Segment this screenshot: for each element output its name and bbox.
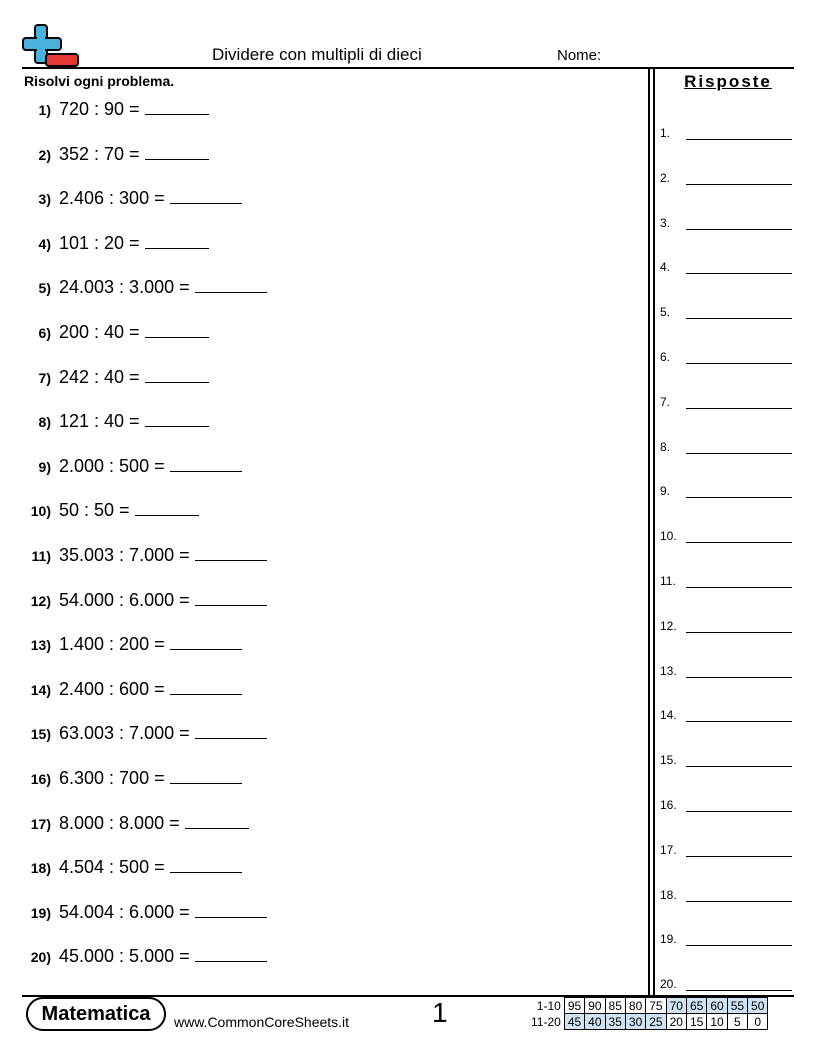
problem-number: 2): [38, 146, 51, 163]
answer-blank[interactable]: [145, 97, 209, 115]
problem-expression: 63.003 : 7.000 =: [59, 723, 190, 744]
answer-key-line[interactable]: [686, 484, 792, 498]
score-cell: 15: [686, 1014, 706, 1030]
problem-item: [24, 944, 267, 974]
answer-key-number: 17.: [660, 842, 677, 857]
problem-expression: 45.000 : 5.000 =: [59, 946, 190, 967]
problem-number: 11): [31, 548, 51, 564]
score-cell: 20: [666, 1014, 686, 1030]
problem-number: 1): [38, 102, 51, 118]
answer-key-number: 16.: [660, 798, 677, 812]
answer-blank[interactable]: [195, 900, 267, 918]
score-cell: 25: [646, 1014, 666, 1030]
answer-blank[interactable]: [170, 766, 242, 784]
answer-key-number: 7.: [660, 394, 671, 409]
answer-blank[interactable]: [135, 498, 199, 516]
answer-key-line[interactable]: [686, 350, 792, 364]
problem-number: 10): [30, 503, 51, 520]
score-row: [528, 998, 768, 1014]
answer-key-item: [660, 344, 792, 364]
problem-expression: 2.000 : 500 =: [59, 455, 165, 476]
answer-key-line[interactable]: [686, 977, 792, 991]
answer-blank[interactable]: [145, 409, 209, 427]
problem-item: [24, 186, 242, 216]
problem-number: 5): [38, 280, 51, 297]
problem-item: [24, 588, 267, 618]
score-cell: 95: [564, 998, 584, 1014]
problem-item: [24, 142, 209, 172]
problem-item: [24, 275, 267, 305]
problem-number: 7): [38, 369, 51, 386]
answer-key-line[interactable]: [686, 664, 792, 678]
problem-expression: 8.000 : 8.000 =: [59, 812, 180, 833]
problem-expression: 242 : 40 =: [59, 366, 140, 387]
problem-item: [24, 632, 242, 662]
answer-key-item: [660, 971, 792, 991]
score-cell: 60: [707, 998, 727, 1014]
answer-key-number: 2.: [660, 170, 671, 185]
answer-key-item: [660, 434, 792, 454]
answer-key-item: [660, 702, 792, 722]
score-row: [528, 1014, 768, 1030]
answer-key-number: 4.: [660, 260, 671, 275]
answer-key-item: [660, 120, 792, 140]
score-cell: 70: [666, 998, 686, 1014]
worksheet-title: Dividere con multipli di dieci: [212, 45, 422, 64]
problem-number: 3): [38, 191, 51, 208]
answer-blank[interactable]: [170, 454, 242, 472]
answer-blank[interactable]: [145, 142, 209, 160]
problem-item: [24, 677, 242, 707]
answer-key-line[interactable]: [686, 708, 792, 722]
answer-key-line[interactable]: [686, 574, 792, 588]
score-cell: 90: [585, 998, 605, 1014]
answer-blank[interactable]: [195, 944, 267, 962]
column-divider: [648, 67, 650, 996]
problem-item: [24, 454, 242, 484]
answer-blank[interactable]: [170, 677, 242, 695]
problem-number: 16): [30, 771, 51, 787]
answer-key-line[interactable]: [686, 888, 792, 902]
answer-key-number: 19.: [660, 932, 677, 947]
answer-key-number: 18.: [660, 887, 677, 902]
problem-expression: 54.004 : 6.000 =: [59, 901, 190, 922]
answer-key-number: 11.: [660, 574, 676, 588]
answers-title: Risposte: [684, 72, 772, 91]
answer-key-item: [660, 792, 792, 812]
answer-key-number: 12.: [660, 618, 677, 633]
answer-key-number: 13.: [660, 663, 677, 678]
problem-number: 20): [30, 949, 51, 966]
score-cell: 65: [686, 998, 706, 1014]
answer-key-item: [660, 837, 792, 857]
problem-expression: 1.400 : 200 =: [59, 634, 165, 655]
score-cell: 40: [585, 1014, 605, 1030]
problem-expression: 720 : 90 =: [59, 99, 140, 119]
problem-number: 18): [30, 860, 51, 877]
score-cell: 85: [605, 998, 625, 1014]
problem-number: 9): [38, 458, 51, 475]
problem-item: [24, 811, 249, 841]
score-cell: 75: [646, 998, 666, 1014]
problem-number: 4): [38, 235, 51, 252]
website-link[interactable]: www.CommonCoreSheets.it: [174, 1014, 350, 1030]
answer-key-line[interactable]: [686, 395, 792, 409]
answer-blank[interactable]: [145, 231, 209, 249]
problem-expression: 24.003 : 3.000 =: [59, 277, 190, 298]
problem-item: [24, 320, 209, 350]
problem-number: 8): [38, 414, 51, 431]
answer-key-line[interactable]: [686, 126, 792, 140]
problem-expression: 50 : 50 =: [59, 500, 130, 521]
score-cell: 35: [605, 1014, 625, 1030]
problem-expression: 121 : 40 =: [59, 411, 140, 432]
answer-key-item: [660, 523, 792, 543]
score-table: [528, 997, 768, 1030]
problem-expression: 101 : 20 =: [59, 232, 140, 253]
answer-key-number: 8.: [660, 439, 671, 454]
problem-item: [24, 409, 209, 439]
problem-number: 15): [30, 726, 51, 743]
problem-item: [24, 498, 199, 528]
column-divider: [653, 67, 655, 996]
answer-blank[interactable]: [145, 320, 209, 338]
answer-key-item: [660, 299, 792, 319]
answer-key-line[interactable]: [686, 619, 792, 633]
instructions: Risolvi ogni problema.: [24, 73, 175, 89]
score-cell: 50: [748, 998, 768, 1014]
plus-minus-logo-icon: [22, 24, 80, 68]
answer-key-line[interactable]: [686, 753, 792, 767]
answer-key-number: 1.: [660, 126, 671, 140]
problem-expression: 6.300 : 700 =: [59, 768, 165, 788]
score-row-label: 1-10: [536, 998, 561, 1013]
score-cell: 5: [727, 1014, 747, 1030]
score-cell: 55: [727, 998, 747, 1014]
problem-expression: 54.000 : 6.000 =: [59, 589, 190, 610]
answer-key-number: 5.: [660, 305, 671, 320]
answer-key-number: 6.: [660, 350, 671, 364]
problem-expression: 4.504 : 500 =: [59, 857, 165, 878]
problem-item: [24, 231, 209, 261]
brand-badge: Matematica: [26, 997, 166, 1031]
answer-key-number: 3.: [660, 215, 671, 230]
answer-key-line[interactable]: [686, 529, 792, 543]
score-cell: 10: [707, 1014, 727, 1030]
answer-key-line[interactable]: [686, 798, 792, 812]
problem-expression: 35.003 : 7.000 =: [59, 545, 190, 565]
answer-key-item: [660, 165, 792, 185]
answer-key-item: [660, 210, 792, 230]
problem-number: 12): [30, 592, 51, 609]
answer-blank[interactable]: [195, 275, 267, 293]
answer-key-line[interactable]: [686, 843, 792, 857]
problem-expression: 200 : 40 =: [59, 322, 140, 342]
answer-key-line[interactable]: [686, 216, 792, 230]
answer-key-line[interactable]: [686, 305, 792, 319]
answer-key-number: 15.: [660, 753, 677, 768]
answer-blank[interactable]: [170, 186, 242, 204]
answer-blank[interactable]: [195, 543, 267, 561]
answer-key-item: [660, 747, 792, 767]
answer-blank[interactable]: [170, 855, 242, 873]
answer-blank[interactable]: [185, 811, 249, 829]
answer-key-item: [660, 254, 792, 274]
problem-number: 6): [38, 325, 51, 341]
answer-key-item: [660, 613, 792, 633]
problem-item: [24, 721, 267, 751]
answer-blank[interactable]: [195, 588, 267, 606]
problem-number: 14): [30, 681, 51, 698]
problem-expression: 2.406 : 300 =: [59, 188, 165, 209]
name-label: Nome:: [557, 47, 602, 64]
problem-number: 13): [30, 637, 51, 654]
answer-blank[interactable]: [170, 632, 242, 650]
answer-key-line[interactable]: [686, 932, 792, 946]
score-cell: 0: [748, 1014, 768, 1030]
answer-key-item: [660, 926, 792, 946]
answer-key-number: 20.: [660, 977, 677, 992]
problem-item: [24, 900, 267, 930]
score-cell: 80: [625, 998, 645, 1014]
header-rule: [22, 67, 794, 69]
problem-number: 19): [30, 904, 51, 921]
answer-key-line[interactable]: [686, 260, 792, 274]
answer-key-item: [660, 478, 792, 498]
answer-key-item: [660, 882, 792, 902]
answer-key-item: [660, 568, 792, 588]
score-cell: 45: [564, 1014, 584, 1030]
answer-blank[interactable]: [195, 721, 267, 739]
problem-item: [24, 855, 242, 885]
answer-key-number: 10.: [660, 529, 677, 544]
answer-key-line[interactable]: [686, 440, 792, 454]
problem-item: [24, 365, 209, 395]
answer-key-line[interactable]: [686, 171, 792, 185]
answer-blank[interactable]: [145, 365, 209, 383]
answer-key-number: 9.: [660, 484, 671, 499]
problem-number: 17): [30, 815, 51, 832]
answer-key-item: [660, 658, 792, 678]
answer-key-number: 14.: [660, 708, 677, 723]
problem-expression: 352 : 70 =: [59, 143, 140, 164]
problem-item: [24, 97, 209, 127]
problem-item: [24, 543, 267, 573]
problem-expression: 2.400 : 600 =: [59, 678, 165, 699]
score-row-label: 11-20: [531, 1014, 561, 1029]
page-number: 1: [432, 997, 448, 1028]
answer-key-item: [660, 389, 792, 409]
score-cell: 30: [625, 1014, 645, 1030]
problem-item: [24, 766, 242, 796]
